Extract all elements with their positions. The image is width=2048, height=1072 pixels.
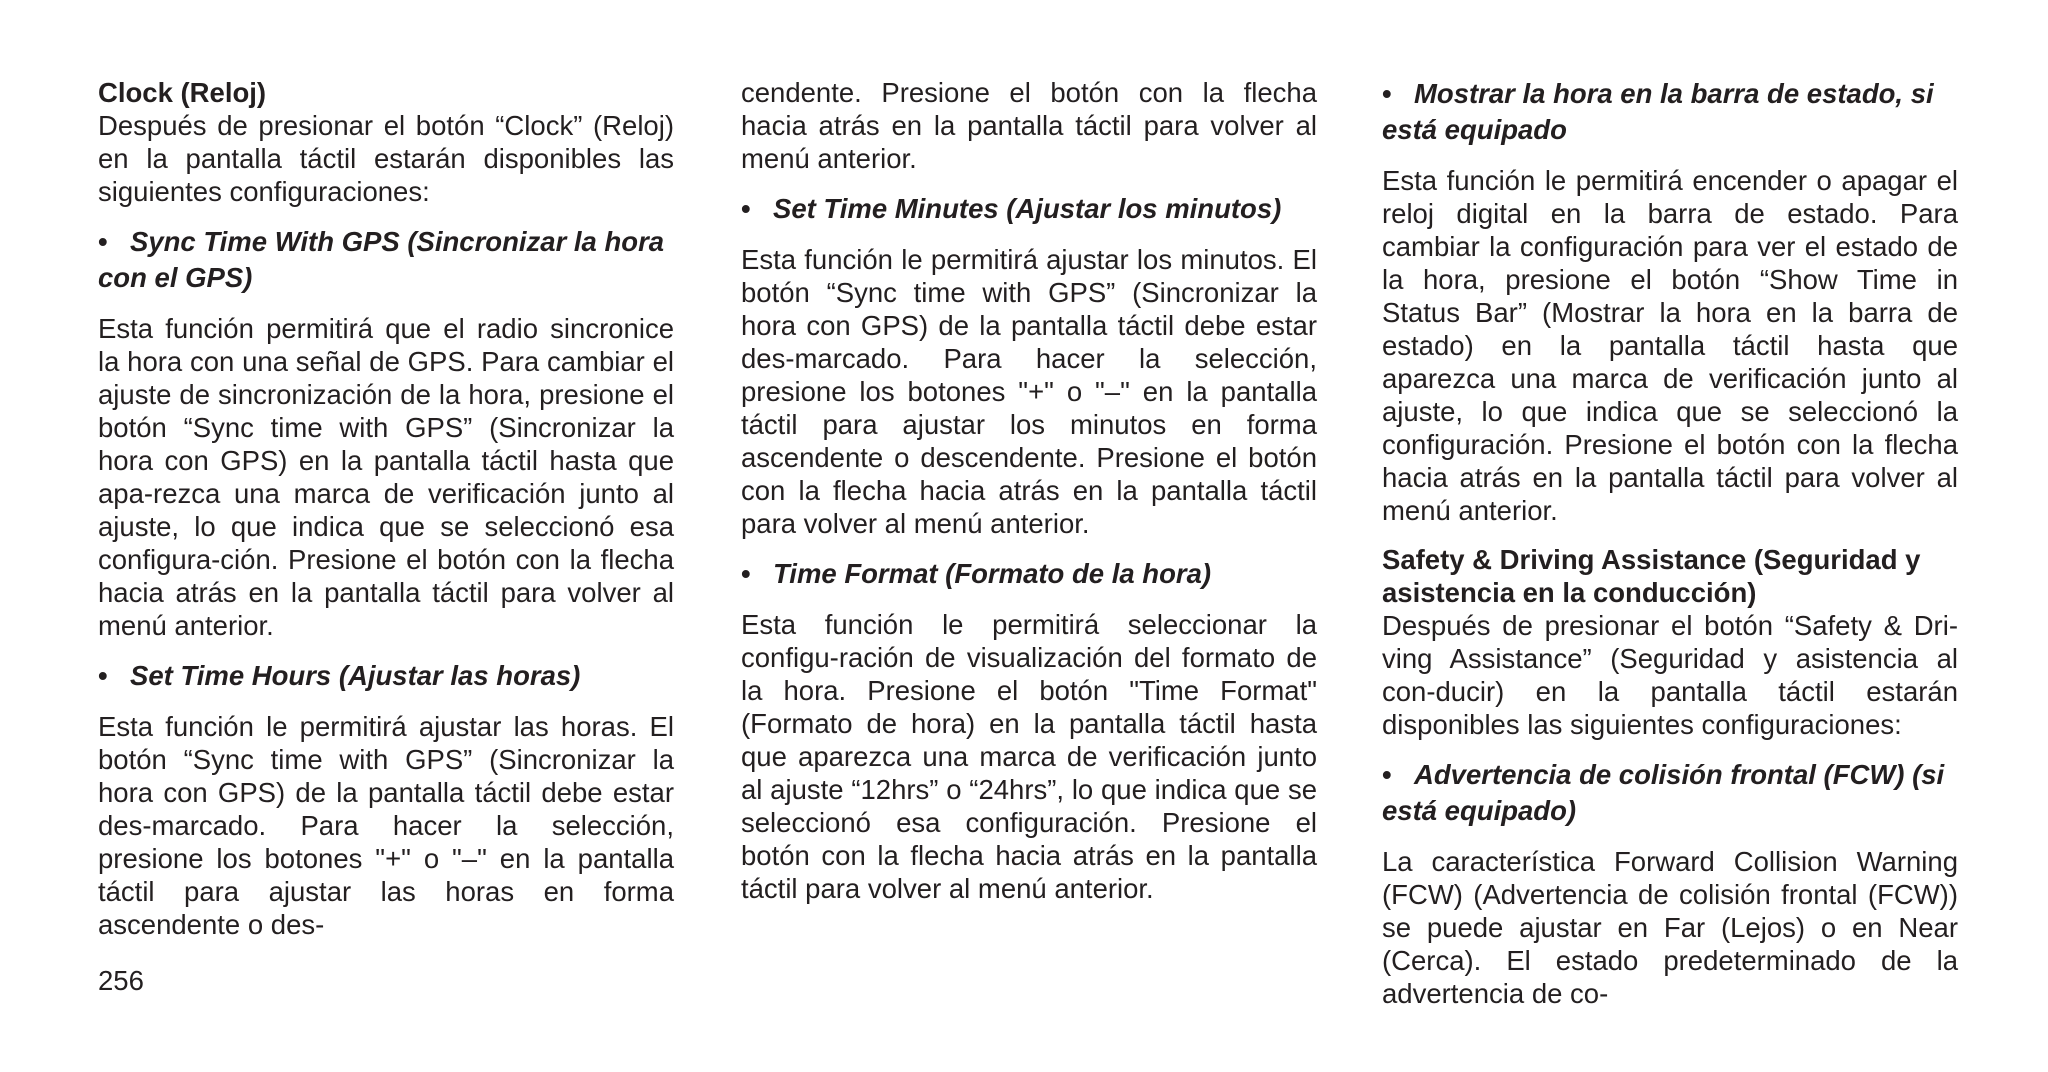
set-hours-bullet <box>98 658 674 694</box>
status-bar-body: Esta función le permitirá encender o apagar el reloj digital en la barra de estado. Para cambiar la configuración para ver el estado de la hora, presione el botón “Show Time in Status Bar” (Mostrar la hora en la barra de estado) en la pantalla táctil hasta que aparezca una marca de verificación junto al ajuste, lo que indica que se seleccionó la configuración. Presione el botón con la flecha hacia atrás en la pantalla táctil para volver al menú anterior. <box>1382 165 1958 526</box>
set-hours-bullet-text: Set Time Hours (Ajustar las horas) <box>130 660 581 691</box>
column-3 <box>1382 76 1958 1026</box>
page-number: 256 <box>98 965 144 996</box>
sync-time-bullet <box>98 224 674 296</box>
status-bar-bullet <box>1382 76 1958 148</box>
set-minutes-body: Esta función le permitirá ajustar los minutos. El botón “Sync time with GPS” (Sincronizar la hora con GPS) de la pantalla táctil debe estar des-marcado. Para hacer la selección, presione los botones "+" o "–" en la pantalla táctil para ajustar los minutos en forma ascendente o descendente. Presione el botón con la flecha hacia atrás en la pantalla táctil para volver al menú anterior. <box>741 244 1317 539</box>
status-bar-bullet-text: Mostrar la hora en la barra de estado, si está equipado <box>1382 78 1934 145</box>
set-hours-body: Esta función le permitirá ajustar las horas. El botón “Sync time with GPS” (Sincronizar la hora con GPS) de la pantalla táctil debe estar des-marcado. Para hacer la selección, presione los botones "+" o "–" en la pantalla táctil para ajustar las horas en forma ascendente o des- <box>98 711 674 940</box>
time-format-bullet <box>741 556 1317 592</box>
clock-heading: Clock (Reloj) <box>98 77 267 108</box>
bullet-dot-icon: • <box>741 558 751 589</box>
set-hours-continued: cendente. Presione el botón con la flecha hacia atrás en la pantalla táctil para volver al menú anterior. <box>741 77 1317 174</box>
time-format-body: Esta función le permitirá seleccionar la configu-ración de visualización del formato de la hora. Presione el botón "Time Format" (Formato de hora) en la pantalla táctil hasta que aparezca una marca de verificación junto al ajuste “12hrs” o “24hrs”, lo que indica que se seleccionó esa configuración. Presione el botón con la flecha hacia atrás en la pantalla táctil para volver al menú anterior. <box>741 609 1317 904</box>
safety-heading: Safety & Driving Assistance (Seguridad y asistencia en la conducción) <box>1382 544 1921 608</box>
clock-intro: Después de presionar el botón “Clock” (Reloj) en la pantalla táctil estarán disponibles las siguientes configuraciones: <box>98 110 674 207</box>
bullet-dot-icon: • <box>741 193 751 224</box>
bullet-dot-icon: • <box>98 660 108 691</box>
column-2 <box>741 76 1317 921</box>
set-minutes-bullet <box>741 191 1317 227</box>
time-format-bullet-text: Time Format (Formato de la hora) <box>773 558 1212 589</box>
bullet-dot-icon: • <box>1382 759 1392 790</box>
fcw-bullet-text: Advertencia de colisión frontal (FCW) (si está equipado) <box>1382 759 1945 826</box>
fcw-body: La característica Forward Collision Warning (FCW) (Advertencia de colisión frontal (FCW)) se puede ajustar en Far (Lejos) o en Near (Cerca). El estado predeterminado de la advertencia de co- <box>1382 846 1958 1009</box>
safety-intro: Después de presionar el botón “Safety & Dri-ving Assistance” (Seguridad y asistencia al con-ducir) en la pantalla táctil estarán disponibles las siguientes configuraciones: <box>1382 610 1958 740</box>
set-minutes-bullet-text: Set Time Minutes (Ajustar los minutos) <box>773 193 1282 224</box>
sync-time-body: Esta función permitirá que el radio sincronice la hora con una señal de GPS. Para cambiar el ajuste de sincronización de la hora, presione el botón “Sync time with GPS” (Sincronizar la hora con GPS) en la pantalla táctil hasta que apa-rezca una marca de verificación junto al ajuste, lo que indica que se seleccionó esa configura-ción. Presione el botón con la flecha hacia atrás en la pantalla táctil para volver al menú anterior. <box>98 313 674 641</box>
sync-time-bullet-text: Sync Time With GPS (Sincronizar la hora con el GPS) <box>98 226 665 293</box>
fcw-bullet <box>1382 757 1958 829</box>
bullet-dot-icon: • <box>98 226 108 257</box>
bullet-dot-icon: • <box>1382 78 1392 109</box>
column-1 <box>98 76 674 957</box>
